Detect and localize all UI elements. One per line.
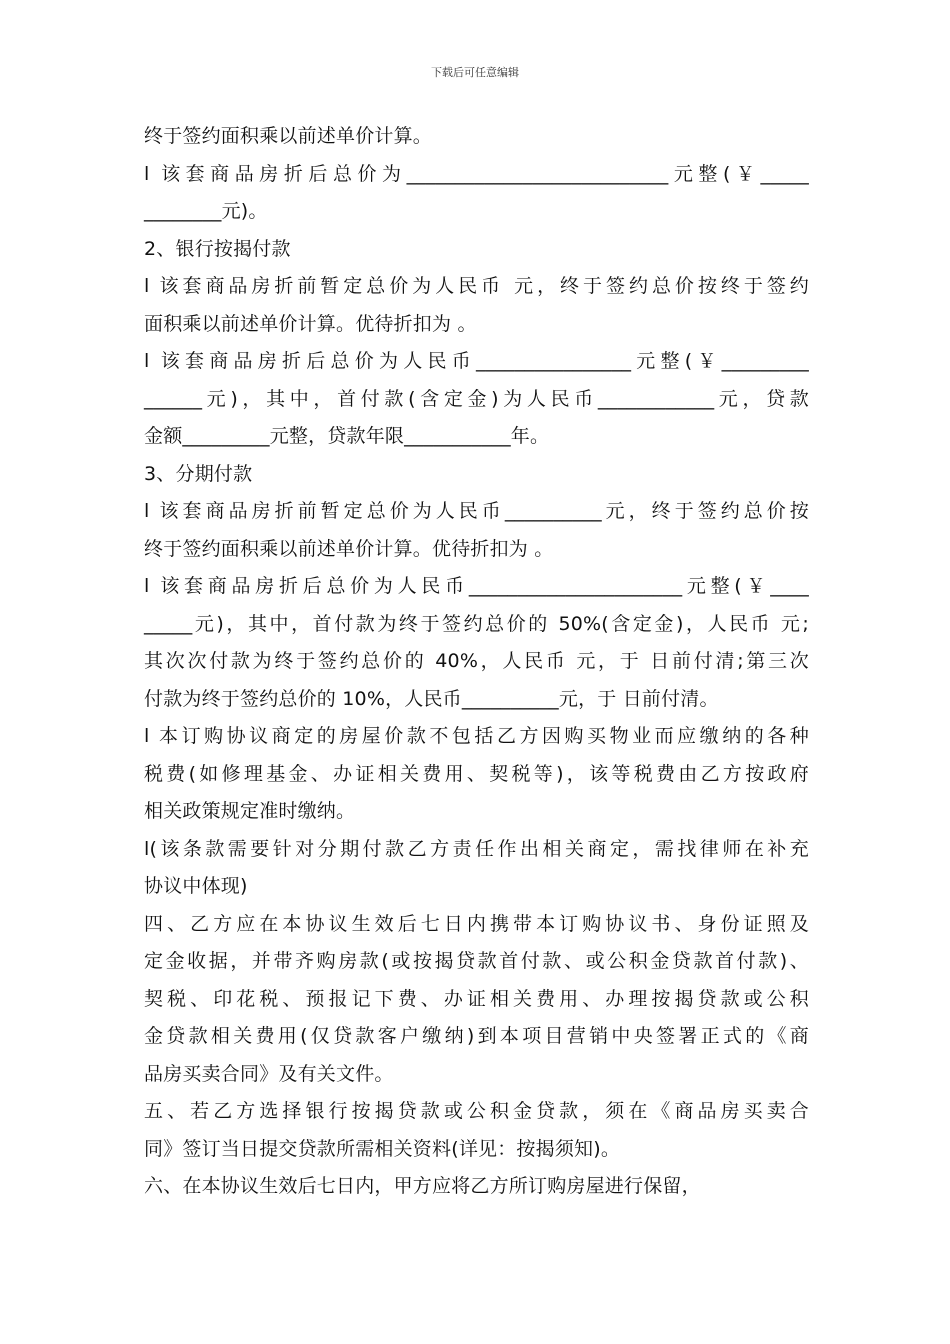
text-line: l 本订购协议商定的房屋价款不包括乙方因购买物业而应缴纳的各种 (144, 725, 809, 747)
text-line: 六、在本协议生效后七日内，甲方应将乙方所订购房屋进行保留， (144, 1175, 701, 1197)
text-line: l 该套商品房折前暂定总价为人民币 元，终于签约总价按终于签约 (144, 275, 809, 297)
text-line: l 该套商品房折前暂定总价为人民币__________元，终于签约总价按 (144, 500, 809, 522)
text-line: ________元)。 (144, 200, 268, 222)
text-line: 金贷款相关费用(仅贷款客户缴纳)到本项目营销中央签署正式的《商 (144, 1025, 809, 1047)
text-line: 契税、印花税、预报记下费、办证相关费用、办理按揭贷款或公积 (144, 987, 809, 1010)
text-line: 2、银行按揭付款 (144, 237, 291, 260)
text-line: l 该套商品房折后总价为人民币________________元整(￥_________ (144, 350, 809, 372)
text-line: 终于签约面积乘以前述单价计算。 (144, 125, 433, 147)
text-line: 同》签订当日提交贷款所需相关资料(详见：按揭须知)。 (144, 1137, 621, 1160)
text-line: 面积乘以前述单价计算。优待折扣为 。 (144, 312, 477, 335)
text-line: 五、若乙方选择银行按揭贷款或公积金贷款，须在《商品房买卖合 (144, 1100, 809, 1122)
text-line: _____元)，其中，首付款为终于签约总价的 50%(含定金)，人民币 元; (144, 612, 809, 635)
text-line: 其次次付款为终于签约总价的 40%，人民币 元，于 日前付清;第三次 (144, 650, 809, 672)
text-line: 协议中体现) (144, 875, 248, 897)
text-line: 定金收据，并带齐购房款(或按揭贷款首付款、或公积金贷款首付款)、 (144, 950, 809, 972)
text-line: 终于签约面积乘以前述单价计算。优待折扣为 。 (144, 537, 554, 560)
text-line: 相关政策规定准时缴纳。 (144, 800, 356, 822)
text-line: 金额_________元整，贷款年限___________年。 (144, 425, 550, 447)
text-line: l(该条款需要针对分期付款乙方责任作出相关商定，需找律师在补充 (144, 837, 809, 860)
text-line: l 该套商品房折后总价为人民币______________________元整(￥____ (144, 575, 809, 597)
document-body (144, 118, 809, 1206)
text-line: l 该套商品房折后总价为___________________________元整(￥_____ (144, 162, 809, 185)
text-line: 四、乙方应在本协议生效后七日内携带本订购协议书、身份证照及 (144, 912, 809, 935)
text-line: 付款为终于签约总价的 10%，人民币__________元，于 日前付清。 (144, 687, 719, 710)
text-line: ______元)，其中，首付款(含定金)为人民币____________元，贷款 (144, 387, 809, 410)
text-line: 品房买卖合同》及有关文件。 (144, 1062, 394, 1085)
page-header: 下载后可任意编辑 (431, 66, 519, 79)
text-line: 3、分期付款 (144, 462, 253, 485)
text-line: 税费(如修理基金、办证相关费用、契税等)，该等税费由乙方按政府 (144, 762, 809, 785)
